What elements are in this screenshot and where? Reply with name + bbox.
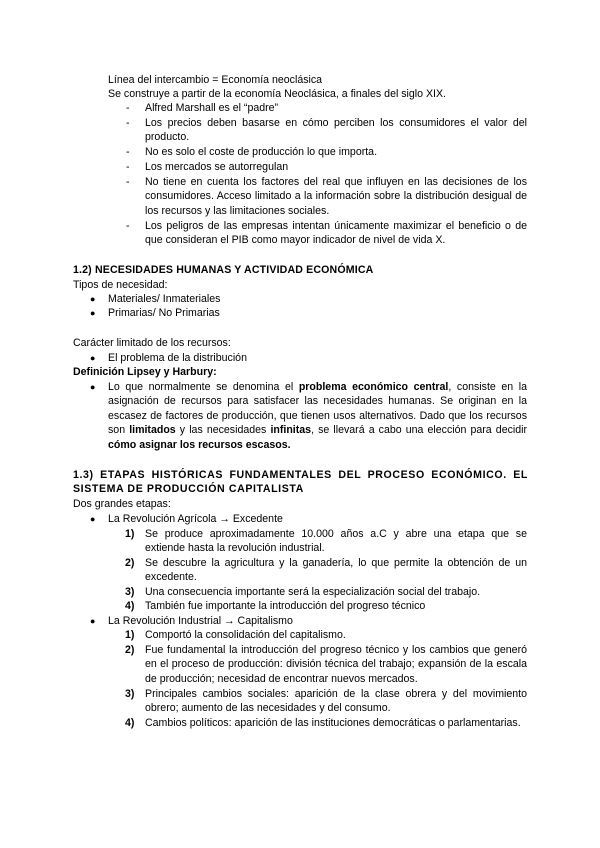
numbered-item-text: Se descubre la agricultura y la ganadería, lo que permite la obtención de un excedente. (145, 557, 527, 584)
definition-emphasis: limitados (129, 424, 176, 437)
dash-marker: - (126, 117, 130, 129)
number-marker: 1) (125, 629, 135, 641)
stages-label: Dos grandes etapas: (73, 498, 171, 510)
stage-title (90, 614, 528, 628)
list-item-text: Alfred Marshall es el “padre” (145, 102, 279, 114)
bullet-marker: ● (90, 514, 96, 524)
number-marker: 4) (125, 717, 135, 729)
numbered-item (125, 628, 527, 642)
bullet-marker: ● (90, 294, 96, 304)
definition-paragraph (90, 380, 528, 452)
numbered-item-text: Cambios políticos: aparición de las instituciones democráticas o parlamentarias. (145, 717, 521, 729)
numbered-item-text: Una consecuencia importante será la especialización social del trabajo. (145, 586, 481, 598)
numbered-item-text: Comportó la consolidación del capitalismo. (145, 629, 346, 641)
dash-marker: - (126, 161, 130, 173)
list-item-text: Primarias/ No Primarias (108, 307, 220, 319)
list-item-text: Los peligros de las empresas intentan únicamente maximizar el beneficio o de que consideran el PIB como mayor indicador de nivel de vida X. (145, 220, 527, 247)
numbered-item (125, 643, 527, 686)
dash-marker: - (126, 102, 130, 114)
list-item (126, 175, 527, 218)
numbered-item-text: Principales cambios sociales: aparición de la clase obrera y del movimiento obrero; aumento de las necesidades y del consumo. (145, 688, 527, 715)
limited-label: Carácter limitado de los recursos: (73, 337, 231, 349)
bullet-marker: ● (90, 308, 96, 318)
section-heading: 1.3) ETAPAS HISTÓRICAS FUNDAMENTALES DEL PROCESO ECONÓMICO. EL SISTEMA DE PRODUCCIÓN CAPITALISTA (73, 469, 528, 496)
numbered-item (125, 599, 527, 613)
list-item (126, 101, 527, 115)
stage-title (90, 512, 528, 526)
list-item-text: Materiales/ Inmateriales (108, 293, 221, 305)
list-item-text: No tiene en cuenta los factores del real que influyen en las decisiones de los consumidores. Acceso limitado a la información sobre la distribución desigual de los recursos y las limitaciones sociales. (145, 176, 527, 217)
definition-text: , consiste en la asignación de recursos para satisfacer las necesidades humanas. Se originan en la escasez de factores de producción, que tienen usos alternativos. Dado que los recursos son (108, 381, 527, 437)
definition-text: Lo que normalmente se denomina el (108, 381, 299, 393)
bullet-marker: ● (90, 353, 96, 363)
intro-line-2: Se construye a partir de la economía Neoclásica, a finales del siglo XIX. (108, 88, 447, 100)
numbered-item (125, 687, 527, 716)
definition-text: y las necesidades (175, 424, 271, 437)
definition-emphasis: problema económico central (298, 381, 449, 393)
bullet-marker: ● (90, 616, 96, 626)
dash-marker: - (126, 220, 130, 232)
list-item (90, 351, 528, 365)
list-item-text: No es solo el coste de producción lo que importa. (145, 146, 378, 158)
list-item (126, 145, 527, 159)
numbered-item (125, 716, 527, 730)
dash-marker: - (126, 146, 130, 158)
numbered-item (125, 556, 527, 585)
bullet-marker: ● (90, 382, 96, 392)
list-item (90, 292, 528, 306)
list-item-text: El problema de la distribución (108, 352, 247, 364)
list-item (126, 160, 527, 174)
dash-marker: - (126, 176, 130, 188)
intro-line-1: Línea del intercambio = Economía neoclásica (108, 74, 323, 86)
number-marker: 2) (125, 557, 135, 569)
numbered-item (125, 585, 527, 599)
types-label: Tipos de necesidad: (73, 279, 168, 291)
numbered-item-text: Se produce aproximadamente 10.000 años a.C y abre una etapa que se extiende hasta la revolución industrial. (145, 528, 527, 555)
numbered-item-text: También fue importante la introducción del progreso técnico (145, 600, 426, 612)
number-marker: 2) (125, 644, 135, 656)
section-heading: 1.2) NECESIDADES HUMANAS Y ACTIVIDAD ECONÓMICA (73, 264, 374, 276)
definition-emphasis: infinitas (270, 424, 312, 437)
list-item-text: Los precios deben basarse en cómo perciben los consumidores el valor del producto. (145, 117, 527, 144)
list-item (126, 219, 527, 248)
number-marker: 1) (125, 528, 135, 540)
number-marker: 4) (125, 600, 135, 612)
list-item (126, 116, 527, 145)
stage-title-text: La Revolución Agrícola → Excedente (108, 513, 283, 525)
number-marker: 3) (125, 586, 135, 598)
definition-emphasis: cómo asignar los recursos escasos. (108, 438, 291, 451)
numbered-item (125, 527, 527, 556)
numbered-item-text: Fue fundamental la introducción del progreso técnico y los cambios que generó en el proceso de producción: división técnica del trabajo; expansión de la escala de producción; necesidad de encontrar nuevos mercados. (145, 644, 527, 685)
number-marker: 3) (125, 688, 135, 700)
list-item-text: Los mercados se autorregulan (145, 161, 289, 173)
list-item (90, 306, 528, 320)
definition-label: Definición Lipsey y Harbury: (73, 366, 217, 378)
stage-title-text: La Revolución Industrial → Capitalismo (108, 615, 293, 627)
definition-text: , se llevará a cabo una elección para decidir (311, 424, 528, 437)
